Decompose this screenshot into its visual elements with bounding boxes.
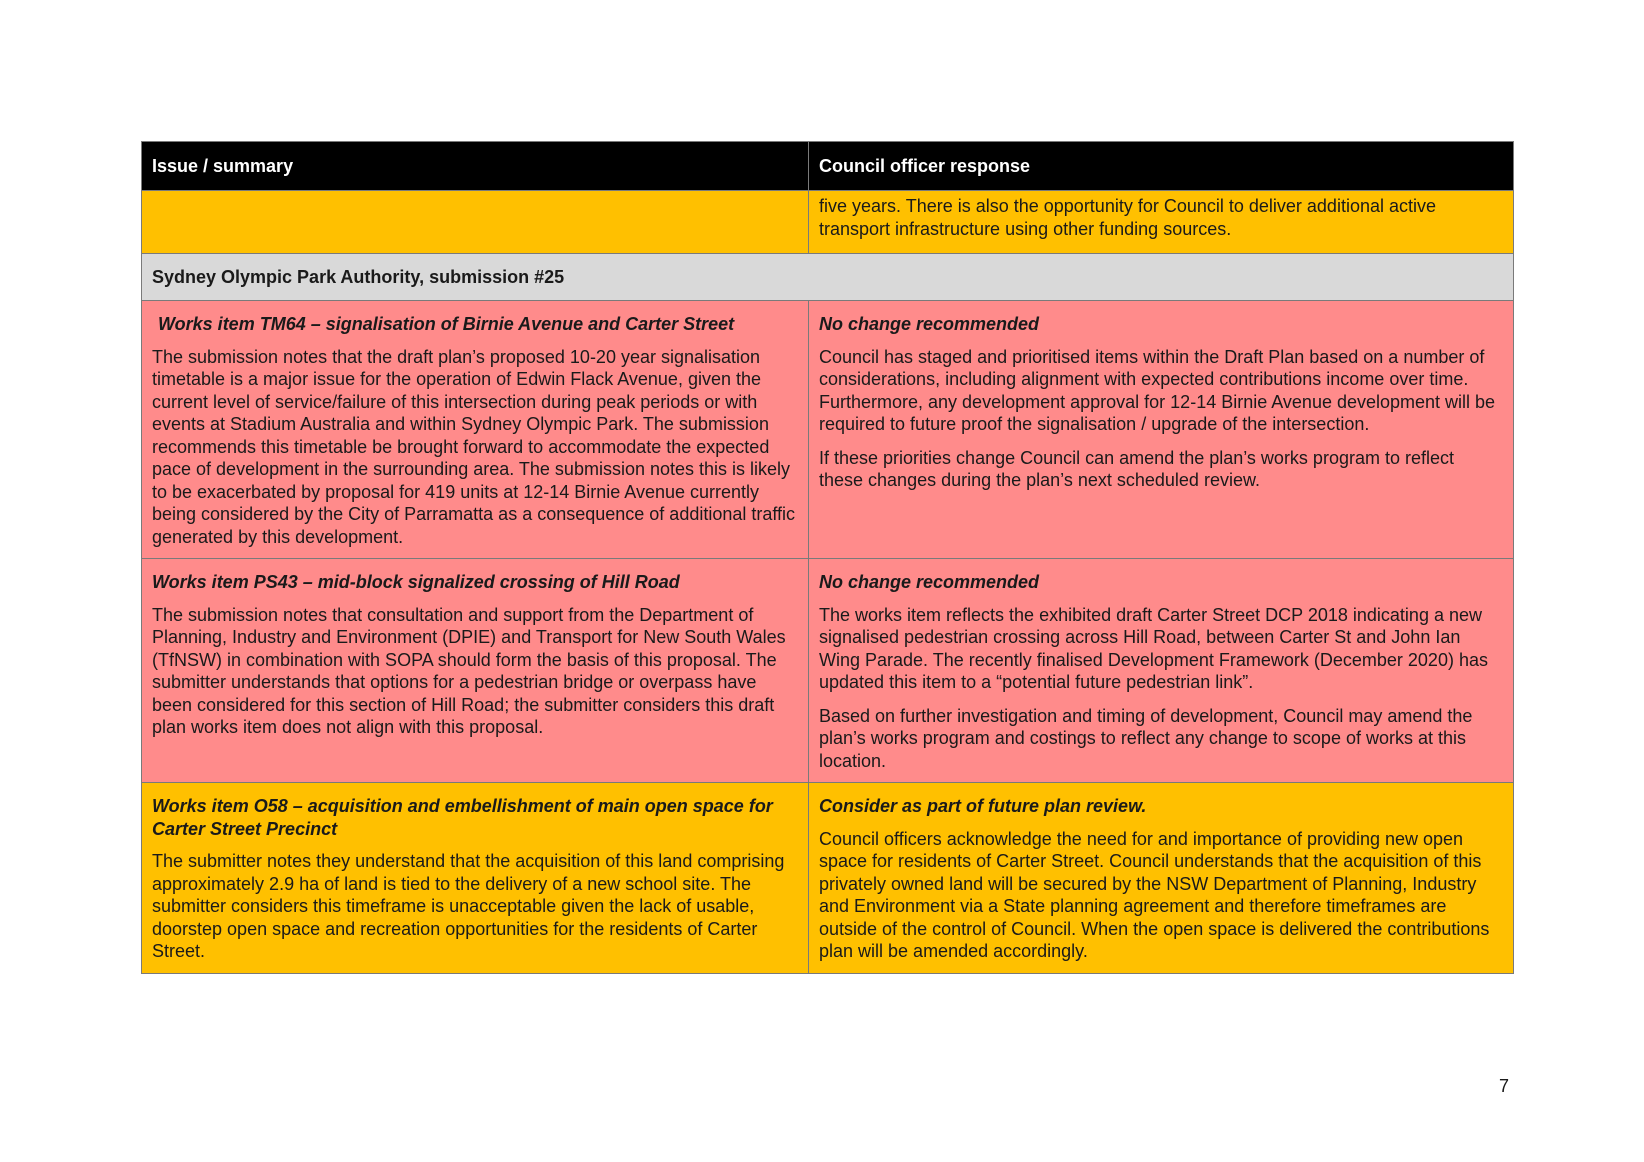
header-council-response: Council officer response	[809, 142, 1514, 191]
issue-cell	[142, 559, 809, 783]
continuation-issue-cell	[142, 191, 809, 254]
response-paragraph: If these priorities change Council can amend the plan’s works program to reflect these changes during the plan’s next scheduled review.	[819, 447, 1454, 490]
continuation-response-cell	[809, 191, 1514, 254]
response-cell	[809, 301, 1514, 559]
table-row	[142, 783, 1514, 974]
response-title: Consider as part of future plan review.	[819, 796, 1147, 816]
issue-text: The submission notes that consultation and support from the Department of Planning, Industry and Environment (DPIE) and Transport for New South Wales (TfNSW) in combination with SOPA should form the basis of this proposal. The submitter understands that options for a pedestrian bridge or overpass have been considered for this section of Hill Road; the submitter considers this draft plan works item does not align with this proposal.	[152, 604, 786, 737]
response-cell	[809, 559, 1514, 783]
header-issue-summary: Issue / summary	[142, 142, 809, 191]
table-row	[142, 559, 1514, 783]
response-title: No change recommended	[819, 314, 1040, 334]
table-row	[142, 301, 1514, 559]
response-paragraph: The works item reflects the exhibited draft Carter Street DCP 2018 indicating a new signalised pedestrian crossing across Hill Road, between Carter St and John Ian Wing Parade. The recently finalised Development Framework (December 2020) has updated this item to a “potential future pedestrian link”.	[819, 604, 1488, 692]
issue-title: Works item O58 – acquisition and embellishment of main open space for Carter Street Precinct	[152, 796, 773, 839]
issue-text: The submission notes that the draft plan’s proposed 10-20 year signalisation timetable is a major issue for the operation of Edwin Flack Avenue, given the current level of service/failure of this intersection during peak periods or with events at Stadium Australia and within Sydney Olympic Park. The submission recommends this timetable be brought forward to accommodate the expected pace of development in the surrounding area. The submission notes this is likely to be exacerbated by proposal for 419 units at 12-14 Birnie Avenue currently being considered by the City of Parramatta as a consequence of additional traffic generated by this development.	[152, 346, 796, 547]
response-paragraph: Council has staged and prioritised items within the Draft Plan based on a number of considerations, including alignment with expected contributions income over time. Furthermore, any development approval for 12-14 Birnie Avenue development will be required to future proof the signalisation / upgrade of the intersection.	[819, 346, 1496, 434]
response-paragraph: Council officers acknowledge the need for and importance of providing new open space for residents of Carter Street. Council understands that the acquisition of this privately owned land will be secured by the NSW Department of Planning, Industry and Environment via a State planning agreement and therefore timeframes are outside of the control of Council. When the open space is delivered the contributions plan will be amended accordingly.	[819, 828, 1490, 961]
response-paragraph: Based on further investigation and timing of development, Council may amend the plan’s works program and costings to reflect any change to scope of works at this location.	[819, 705, 1473, 771]
submissions-table	[141, 141, 1514, 974]
continuation-row	[142, 191, 1514, 254]
table-header-row	[142, 142, 1514, 191]
continuation-response-text: five years. There is also the opportunity for Council to deliver additional active transport infrastructure using other funding sources.	[819, 196, 1436, 239]
issue-title: Works item TM64 – signalisation of Birnie Avenue and Carter Street	[158, 314, 735, 334]
page-number: 7	[1498, 1076, 1509, 1096]
section-heading-row	[142, 254, 1514, 301]
section-heading: Sydney Olympic Park Authority, submission #25	[142, 254, 1514, 301]
issue-text: The submitter notes they understand that the acquisition of this land comprising approximately 2.9 ha of land is tied to the delivery of a new school site. The submitter considers this timeframe is unacceptable given the lack of usable, doorstep open space and recreation opportunities for the residents of Carter Street.	[152, 851, 785, 961]
issue-cell	[142, 783, 809, 974]
response-title: No change recommended	[819, 572, 1040, 592]
issue-cell	[142, 301, 809, 559]
issue-title: Works item PS43 – mid-block signalized crossing of Hill Road	[152, 572, 680, 592]
response-cell	[809, 783, 1514, 974]
